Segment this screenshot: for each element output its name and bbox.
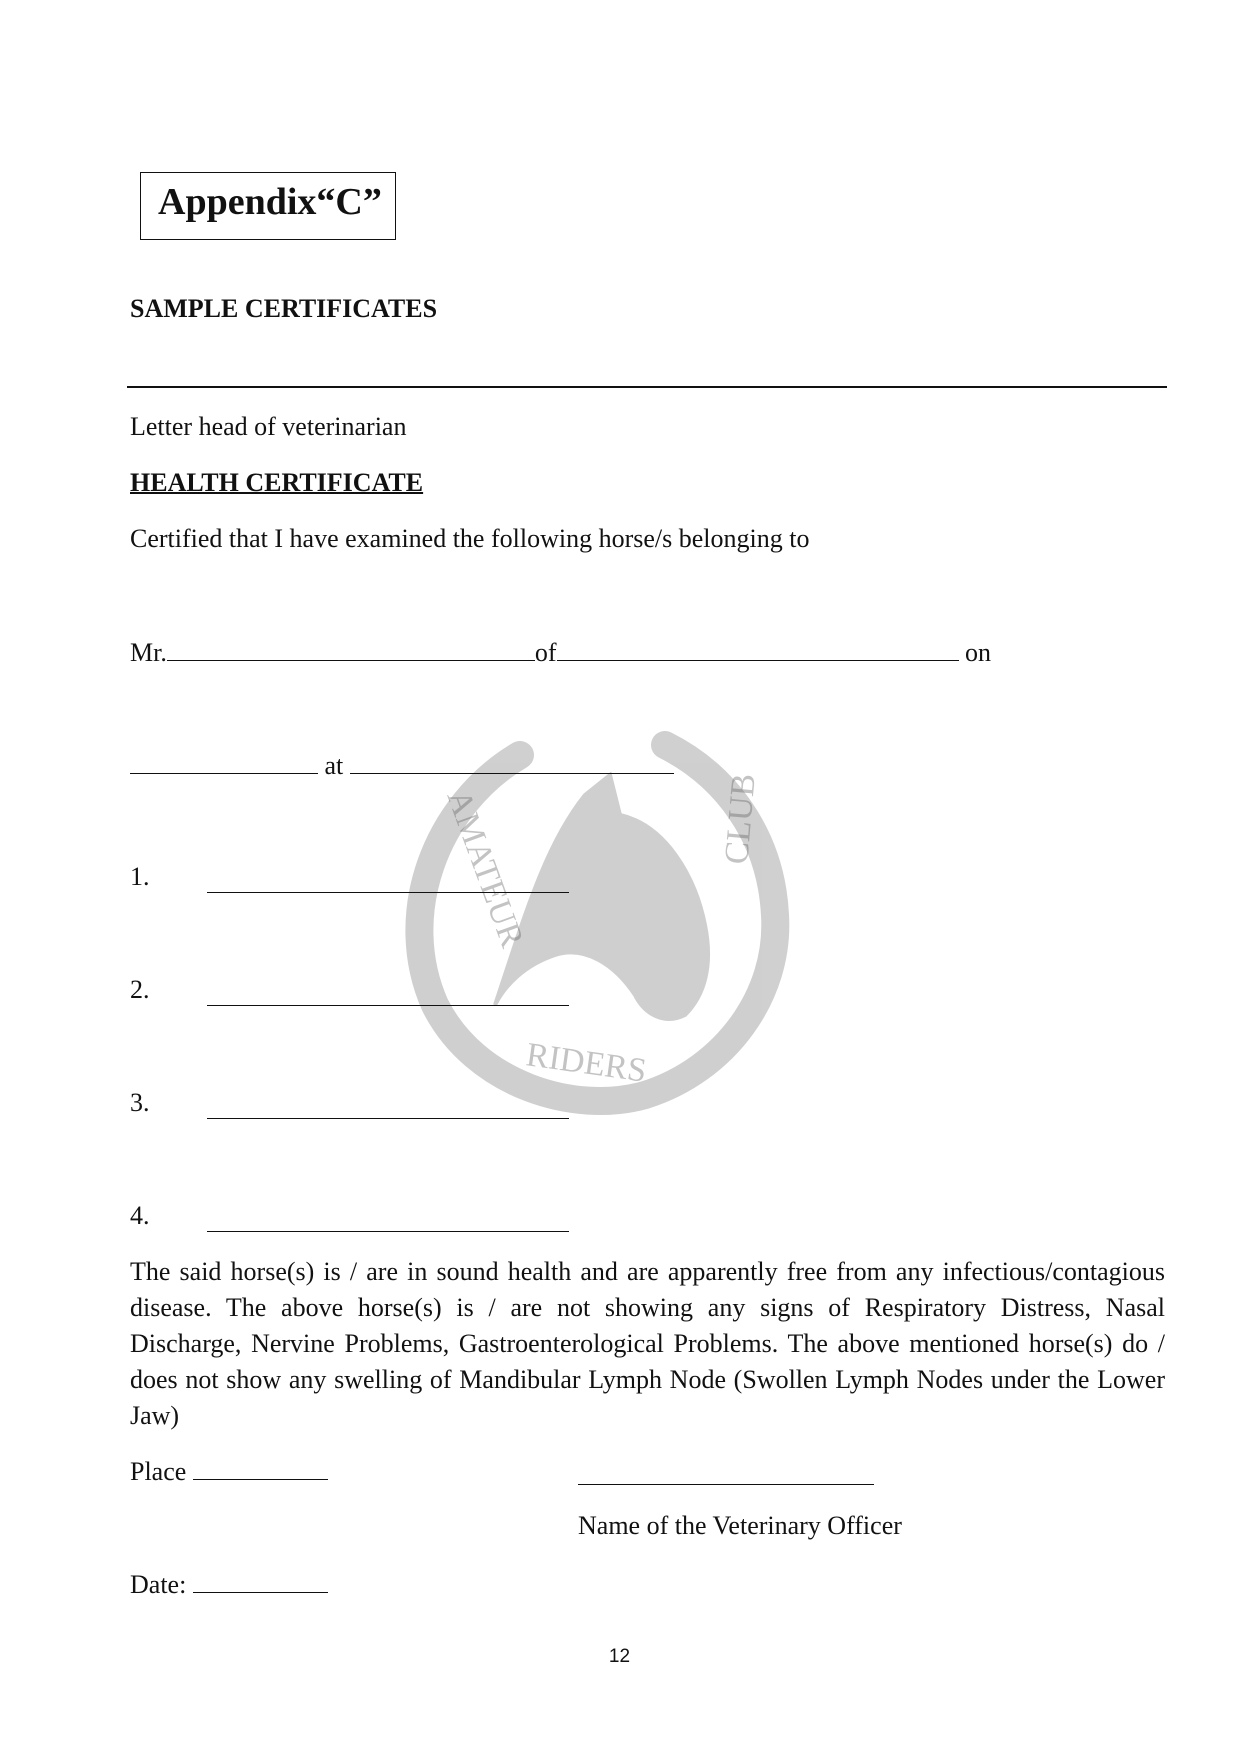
declaration-paragraph: The said horse(s) is / are in sound health and are apparently free from any infectious/contagious disease. The above horse(s) is / are not showing any signs of Respiratory Distress, Nasal Discharge, Nervine Problems, Gastroenterological Problems. The above mentioned horse(s) do / does not show any swelling of Mandibular Lymph Node (Swollen Lymph Nodes under the Lower Jaw) [130,1257,1165,1430]
place-blank[interactable] [193,1455,328,1480]
watermark-text-bottom: RIDERS [523,1036,649,1090]
horse-item-3-blank[interactable] [207,1118,569,1119]
horse-item-4-number: 4. [130,1201,150,1230]
exam-place-blank[interactable] [350,749,674,774]
place-label: Place [130,1457,187,1486]
horse-item-1-blank[interactable] [207,892,569,893]
date-blank[interactable] [193,1568,328,1593]
page-number: 12 [608,1646,631,1667]
place-line [130,1455,328,1487]
horse-item-1-number: 1. [130,862,150,891]
horse-item-3-number: 3. [130,1088,150,1117]
intro-text: Certified that I have examined the following horse/s belonging to [130,524,810,553]
owner-name-blank[interactable] [167,636,535,661]
officer-signature-line[interactable] [578,1484,874,1485]
mr-label: Mr. [130,638,167,667]
watermark-text-right: CLUB [718,772,763,866]
horse-item-4-blank[interactable] [207,1231,569,1232]
horse-item-2-number: 2. [130,975,150,1004]
letterhead-label: Letter head of veterinarian [130,412,407,441]
watermark-text-top: AMATEUR [439,785,531,953]
date-label: Date: [130,1570,187,1599]
owner-line [130,636,991,668]
section-heading: SAMPLE CERTIFICATES [130,294,438,323]
at-label: at [324,751,344,780]
horse-item-2-blank[interactable] [207,1005,569,1006]
horizontal-divider [127,386,1167,388]
certificate-title: HEALTH CERTIFICATE [130,468,424,497]
date-line [130,1568,328,1600]
owner-location-blank[interactable] [557,636,959,661]
club-logo-watermark [395,725,825,1125]
officer-label: Name of the Veterinary Officer [578,1511,902,1540]
on-label: on [965,638,992,667]
date-place-line [130,749,674,781]
exam-date-blank[interactable] [130,749,318,774]
of-label: of [534,638,557,667]
appendix-title: Appendix“C” [158,181,382,223]
